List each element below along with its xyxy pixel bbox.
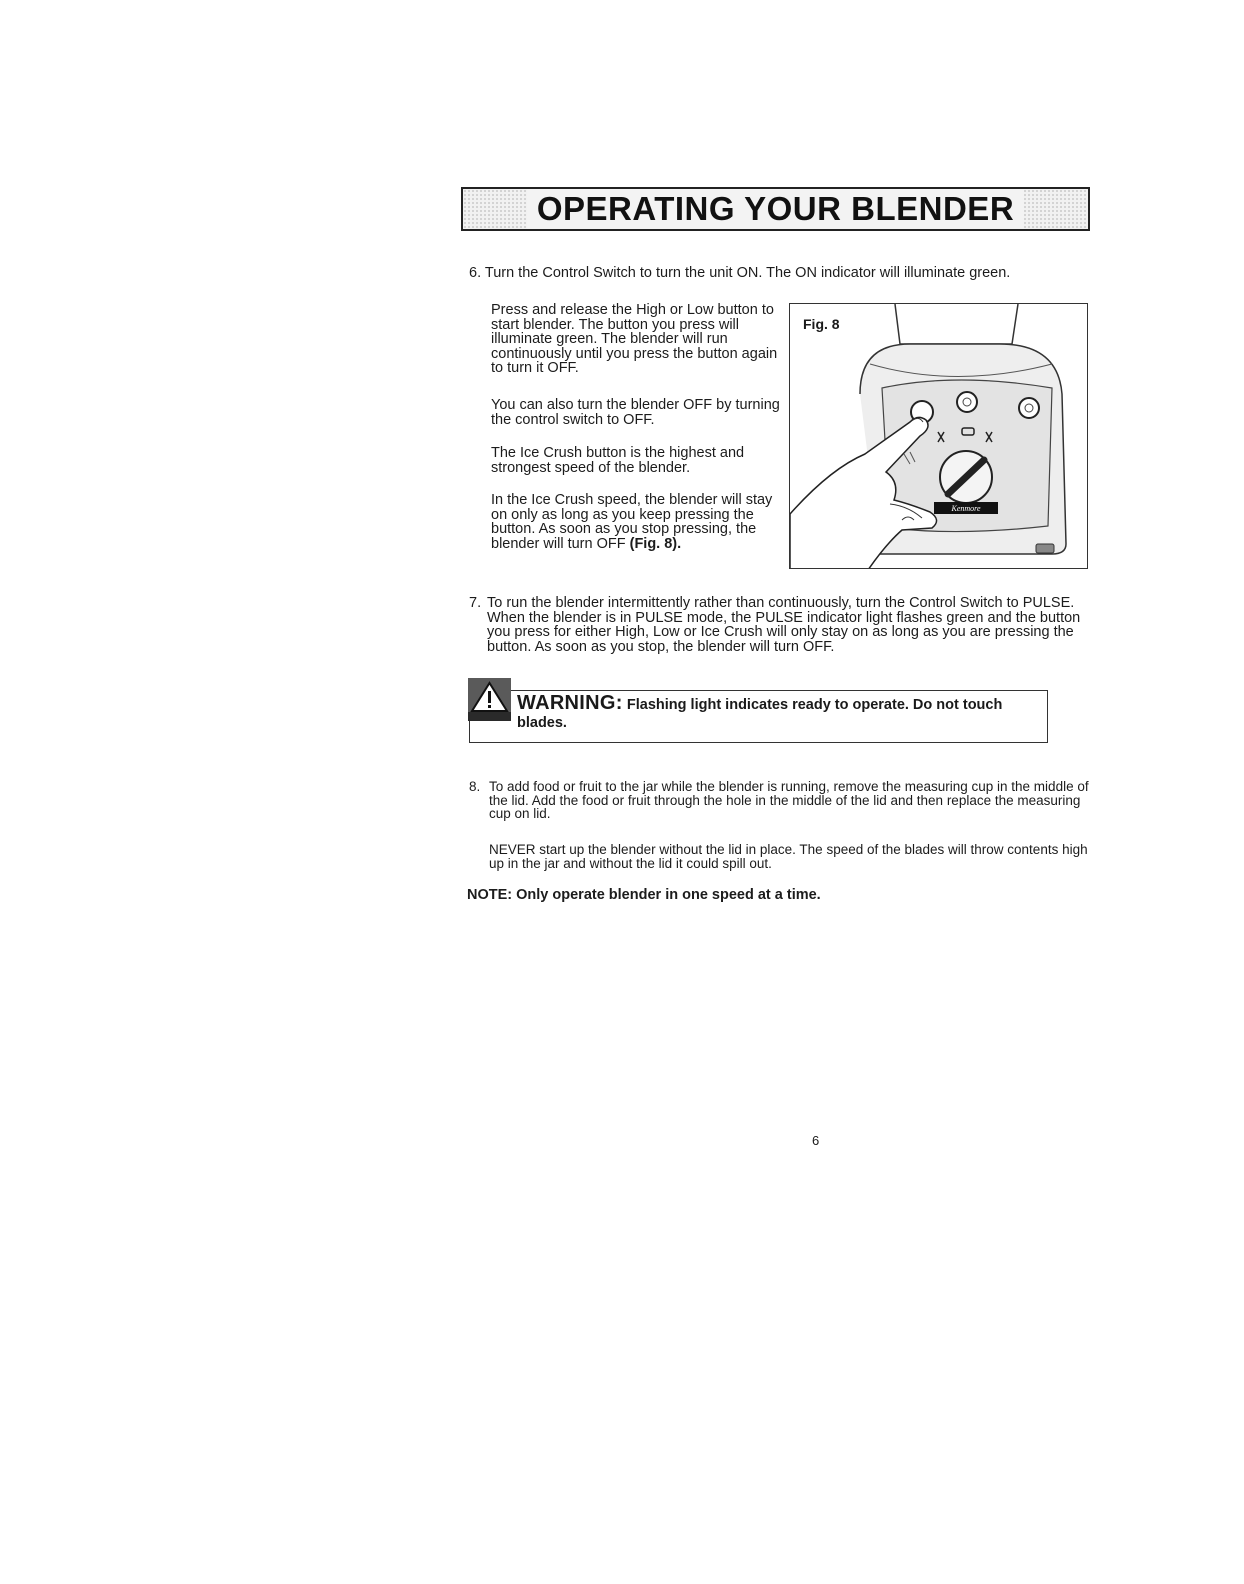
warning-triangle-icon [468,678,511,721]
step-6-number: 6. [469,265,482,281]
ice-crush-button [1019,398,1039,418]
blender-foot [1036,544,1054,553]
step-6-paragraph-4 [491,493,791,551]
step-6-paragraph-2: You can also turn the blender OFF by turning the control switch to OFF. [491,397,780,428]
step-6-paragraph-4-text: In the Ice Crush speed, the blender will stay on only as long as you keep pressing the button. As soon as you stop pressing, the blender will turn OFF [491,492,773,552]
low-button [957,392,977,412]
brand-logo: Kenmore [951,504,981,513]
warning-text: Flashing light indicates ready to operate. Do not touch blades. [517,697,1003,731]
figure-reference: (Fig. 8). [629,535,682,552]
figure-8 [789,303,1088,569]
step-6 [469,266,1109,281]
blender-jar [895,304,1018,344]
blender-illustration [790,304,1088,569]
section-title-banner [461,187,1090,231]
step-7-text: To run the blender intermittently rather than continuously, turn the Control Switch to PULSE. When the blender is in PULSE mode, the PULSE indicator light flashes green and the button you press for either High, Low or Ice Crush will only stay on as long as you are pressing the button. As soon as you stop, the blender will turn OFF. [487,595,1081,655]
figure-label: Fig. 8 [803,316,840,332]
warning-message [517,694,1037,732]
never-warning-paragraph: NEVER start up the blender without the lid in place. The speed of the blades will throw contents high up in the jar and without the lid it could spill out. [489,842,1088,871]
note: NOTE: Only operate blender in one speed at a time. [467,887,821,903]
step-6-paragraph-3: The Ice Crush button is the highest and strongest speed of the blender. [491,445,745,476]
step-8-number: 8. [469,779,481,794]
warning-label: WARNING: [517,692,623,714]
step-6-paragraph-1: Press and release the High or Low button to start blender. The button you press will illuminate green. The blender will run continuously until you press the button again to turn it OFF. [491,302,778,376]
step-7-number: 7. [469,595,482,611]
page-number: 6 [812,1133,820,1148]
step-8-text: To add food or fruit to the jar while the blender is running, remove the measuring cup in the middle of the lid. Add the food or fruit through the hole in the middle of the lid and then replace the measuring cup on lid. [489,779,1089,821]
page-title: OPERATING YOUR BLENDER [527,189,1024,229]
step-6-text: Turn the Control Switch to turn the unit ON. The ON indicator will illuminate green. [484,265,1011,281]
